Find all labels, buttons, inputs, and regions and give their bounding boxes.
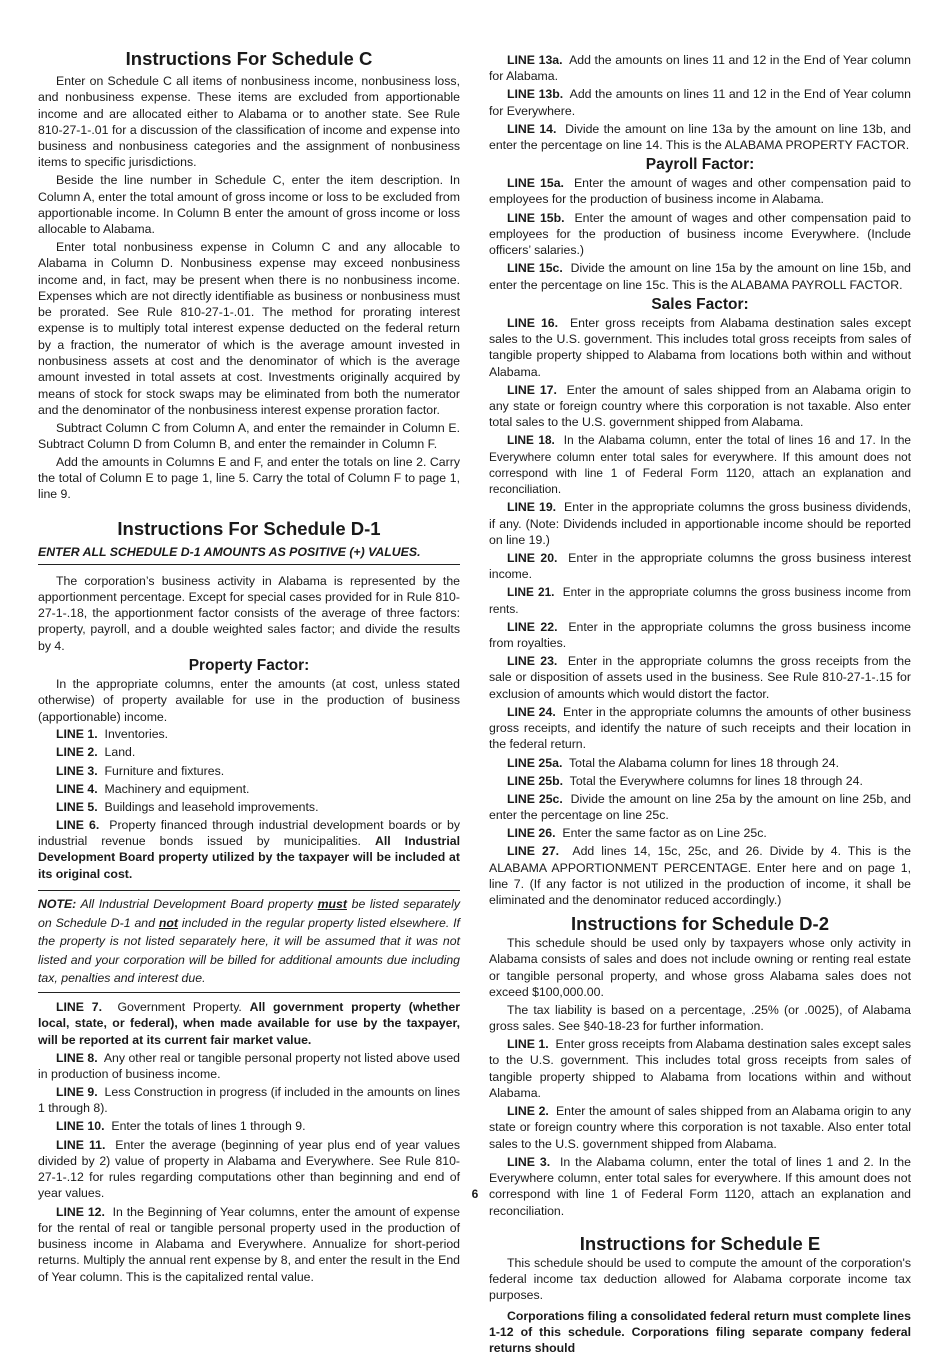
schedule-c-paragraph: Subtract Column C from Column A, and enter the remainder in Column E. Subtract Column D from Column B, and enter the remainder in Column F. xyxy=(38,420,460,452)
line-item: LINE 24. Enter in the appropriate columns the amounts of other business gross receipts, and identify the nature of such receipts and their location in the federal return. xyxy=(489,704,911,752)
line-item: LINE 26. Enter the same factor as on Line 25c. xyxy=(507,826,767,841)
line-item: LINE 4. Machinery and equipment. xyxy=(56,781,250,796)
line-item: LINE 7. Government Property. All government property (whether local, state, or federal), when made available for use by the taxpayer, will be reported at its current fair market value. xyxy=(38,1000,460,1047)
schedule-c-paragraph: Beside the line number in Schedule C, enter the item description. In Column A, enter the total amount of gross income or loss to be excluded from apportionable income. In Column B enter the amount of gross income or loss allocable to Alabama. xyxy=(38,173,460,237)
line-item: LINE 10. Enter the totals of lines 1 through 9. xyxy=(56,1119,306,1134)
schedule-c-paragraph: Enter on Schedule C all items of nonbusiness income, nonbusiness loss, and nonbusiness expense. These items are excluded from apportionable income and are allocated either to Alabama or to another state. See Rule 810-27-1-.01 for a discussion of the classification of income and expense into business and nonbusiness categories and the assignment of nonbusiness items to specific jurisdictions. xyxy=(38,74,460,170)
line-item: LINE 1. Inventories. xyxy=(56,727,169,742)
line-item: LINE 15c. Divide the amount on line 15a by the amount on line 15b, and enter the percentage on line 15c. This is the ALABAMA PAYROLL FACTOR. xyxy=(489,261,911,292)
line-item: LINE 25a. Total the Alabama column for lines 18 through 24. xyxy=(507,755,840,770)
line-item: LINE 23. Enter in the appropriate columns the gross receipts from the sale or disposition of assets used in the business. See Rule 810-27-1-.15 for exclusion of amounts which would distort the factor. xyxy=(489,654,911,701)
schedule-d2-paragraph: This schedule should be used only by taxpayers whose only activity in Alabama consists of sales and does not include owning or renting real estate or tangible personal property, and whose gross Alabama sales does not exceed $100,000.00. xyxy=(489,936,911,1000)
left-column xyxy=(38,48,460,1287)
schedule-d1-title: Instructions For Schedule D-1 xyxy=(117,518,381,540)
line-item: LINE 9. Less Construction in progress (if included in the amounts on lines 1 through 8). xyxy=(38,1085,460,1116)
payroll-factor-heading: Payroll Factor: xyxy=(645,156,755,174)
line-item: LINE 8. Any other real or tangible personal property not listed above used in production of business income. xyxy=(38,1050,460,1081)
line-item: LINE 19. Enter in the appropriate columns the gross business dividends, if any. (Note: Dividends included in apportionable income should be reported on line 19.) xyxy=(489,500,911,547)
schedule-e-title: Instructions for Schedule E xyxy=(579,1232,821,1254)
schedule-d1-paragraph: The corporation’s business activity in Alabama is represented by the apportionment percentage. Except for special cases provided for in Rule 810-27-1-.18, the apportionment factor consists of the average of three factors: property, payroll, and a double weighted sales factor; and divide the results by 4. xyxy=(38,573,460,653)
line-item: LINE 3. Furniture and fixtures. xyxy=(56,763,225,778)
idb-note: NOTE: All Industrial Development Board property must be listed separately on Schedule D-1 and not included in the regular property listed elsewhere. If the property is not listed separately here, it will be assumed that it was not listed and your corporation will be billed for additional amounts due including tax, penalties and interest due. xyxy=(38,890,460,993)
line-item: LINE 15a. Enter the amount of wages and other compensation paid to employees for the production of business income in Alabama. xyxy=(489,176,911,207)
line-item: LINE 20. Enter in the appropriate columns the gross business interest income. xyxy=(489,550,911,582)
line-item: LINE 1. Enter gross receipts from Alabama destination sales except sales to the U.S. government. This includes total gross receipts from sales of tangible property shipped to Alabama from locations within and without Alabama. xyxy=(489,1036,911,1100)
schedule-d2-paragraph: The tax liability is based on a percentage, .25% (or .0025), of Alabama gross sales. See §40-18-23 for further information. xyxy=(489,1002,911,1034)
line-item: LINE 16. Enter gross receipts from Alabama destination sales except sales to the U.S. government. This includes total gross receipts from sales of tangible property shipped to Alabama from locations both within and without Alabama. xyxy=(489,315,911,379)
property-factor-paragraph: In the appropriate columns, enter the amounts (at cost, unless stated otherwise) of property available for use in the production of business (apportionable) income. xyxy=(38,677,460,724)
line-item: LINE 2. Enter the amount of sales shipped from an Alabama origin to any state or foreign country where this corporation is not taxable. Also enter total sales to the U.S. government shipped from Alabama. xyxy=(489,1103,912,1151)
line-item: LINE 27. Add lines 14, 15c, 25c, and 26. Divide by 4. This is the ALABAMA APPORTIONMENT PERCENTAGE. Enter here and on page 1, line 7. (If any factor is not utilized in the production of income, it shall be eliminated and the denominator reduced accordingly.) xyxy=(489,844,911,908)
line-item: LINE 22. Enter in the appropriate columns the gross business income from royalties. xyxy=(489,619,911,651)
line-item: LINE 12. In the Beginning of Year columns, enter the amount of expense for the rental of real or tangible personal property used in the production of business income in Alabama and Everywhere. Annualize for short-period returns. Multiply the annual rent expense by 8, and enter the result in the End of Year column. This is the capitalized rental value. xyxy=(38,1204,460,1284)
line-item: LINE 21. Enter in the appropriate columns the gross business income from rents. xyxy=(489,585,911,616)
schedule-c-paragraph: Add the amounts in Columns E and F, and enter the totals on line 2. Carry the total of Column E to page 1, line 5. Carry the total of Column F to page 1, line 9. xyxy=(38,454,460,502)
sales-factor-heading: Sales Factor: xyxy=(651,295,749,313)
schedule-d2-title: Instructions for Schedule D-2 xyxy=(570,913,829,935)
line-item: LINE 2. Land. xyxy=(56,745,136,760)
line-item: LINE 14. Divide the amount on line 13a by the amount on line 13b, and enter the percentage on line 14. This is the ALABAMA PROPERTY FACTOR. xyxy=(489,121,911,153)
line-item: LINE 17. Enter the amount of sales shipped from an Alabama origin to any state or foreign country where this corporation is not taxable. Also enter total sales to the U.S. government shipped from Alabama. xyxy=(489,382,911,430)
schedule-e-paragraph: Corporations filing a consolidated federal return must complete lines 1-12 of this schedule. Corporations filing separate company federal returns should xyxy=(489,1308,911,1356)
right-column xyxy=(489,52,911,1358)
line-item: LINE 15b. Enter the amount of wages and other compensation paid to employees for the production of business income Everywhere. (Include officers’ salaries.) xyxy=(489,210,911,258)
page-number: 6 xyxy=(471,1187,479,1201)
positive-values-notice: ENTER ALL SCHEDULE D-1 AMOUNTS AS POSITIVE (+) VALUES. xyxy=(38,542,460,564)
line-item: LINE 11. Enter the average (beginning of year plus end of year values divided by 2) value of property in Alabama and Everywhere. See Rule 810-27-1-.12 for rules regarding computations other than beginning and end of year values. xyxy=(38,1137,461,1201)
property-factor-heading: Property Factor: xyxy=(188,657,310,674)
line-item: LINE 18. In the Alabama column, enter the total of lines 16 and 17. In the Everywhere column enter total sales for everywhere. If this amount does not correspond with line 1 of Federal Form 1120, attach an explanation and reconciliation. xyxy=(489,433,911,497)
line-item: LINE 5. Buildings and leasehold improvements. xyxy=(56,799,319,814)
line-item: LINE 3. In the Alabama column, enter the total of lines 1 and 2. In the Everywhere column, enter total sales for everywhere. If this amount does not correspond with line 1 of Federal Form 1120, attach an explanation and reconciliation. xyxy=(489,1154,911,1218)
line-item: LINE 6. Property financed through industrial development boards or by industrial revenue bonds issued by municipalities. All Industrial Development Board property utilized by the taxpayer will be included at its original cost. xyxy=(38,817,460,881)
schedule-c-title: Instructions For Schedule C xyxy=(125,48,373,69)
line-item: LINE 13b. Add the amounts on lines 11 and 12 in the End of Year column for Everywhere. xyxy=(489,87,911,118)
schedule-c-paragraph: Enter total nonbusiness expense in Column C and any allocable to Alabama in Column D. Nonbusiness expense may exceed nonbusiness income and, in fact, may be present when there is no nonbusiness income. Expenses which are not directly identifiable as business or nonbusiness must be prorated. See Rule 810-27-1-.01. The method for prorating interest expense is to multiply total interest expense deducted on the federal return by a fraction, the numerator of which is the average amount invested in nonbusiness assets at cost and the denominator of which is the average amount invested in total assets at cost. Investments originally acquired by means of stock for stock swaps may be eliminated from both the numerator and the denominator of the nonbusiness interest expense proration factor. xyxy=(38,239,460,417)
line-item: LINE 25c. Divide the amount on line 25a by the amount on line 25b, and enter the percentage on line 25c. xyxy=(489,791,911,823)
line-item: LINE 13a. Add the amounts on lines 11 and 12 in the End of Year column for Alabama. xyxy=(489,53,911,84)
schedule-e-paragraph: This schedule should be used to compute the amount of the corporation's federal income tax deduction allowed for Alabama corporate income tax purposes. xyxy=(489,1255,911,1303)
line-item: LINE 25b. Total the Everywhere columns for lines 18 through 24. xyxy=(507,773,863,788)
